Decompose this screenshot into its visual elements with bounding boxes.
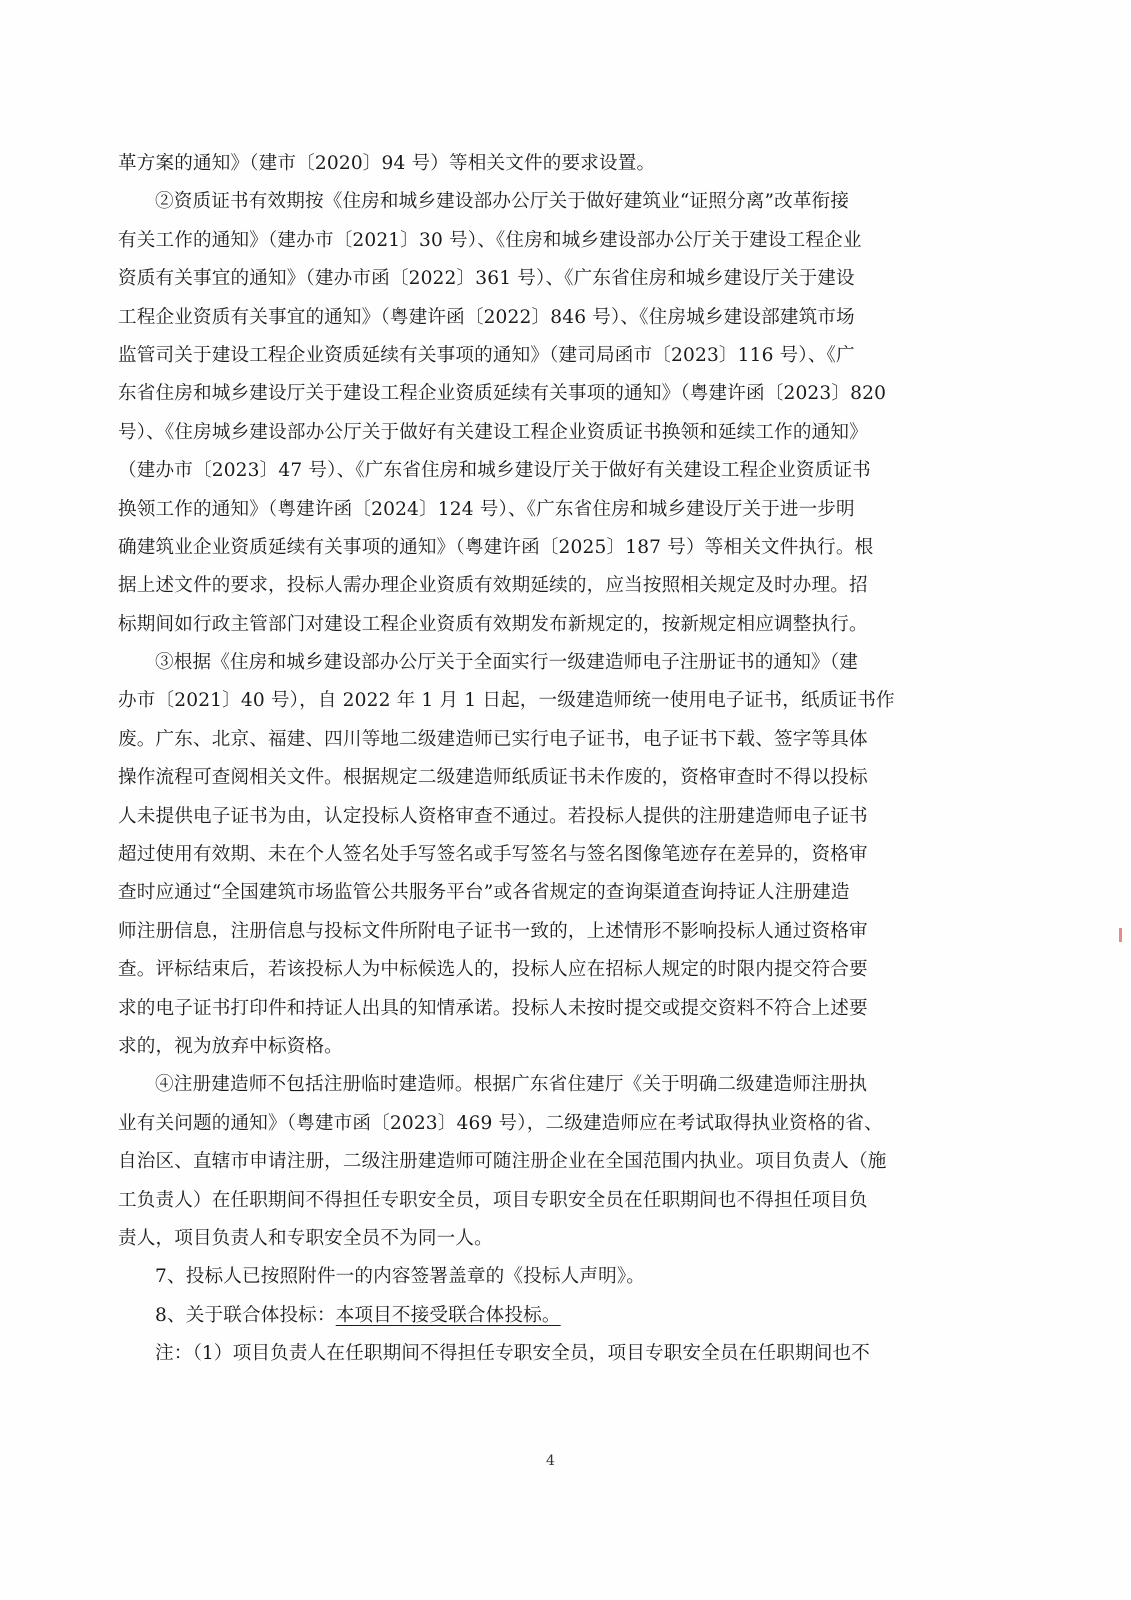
joint-bid-statement: 本项目不接受联合体投标。 [335, 1304, 561, 1326]
page-number: 4 [546, 1453, 555, 1469]
text-line: 注：（1）项目负责人在任职期间不得担任专职安全员，项目专职安全员在任职期间也不 [155, 1343, 870, 1365]
text-line: 工负责人）在任职期间不得担任专职安全员，项目专职安全员在任职期间也不得担任项目负 [118, 1189, 868, 1211]
text-line: 废。广东、北京、福建、四川等地二级建造师已实行电子证书，电子证书下载、签字等具体 [118, 728, 868, 750]
joint-bid-heading: 8、关于联合体投标： [155, 1304, 336, 1326]
text-line: 换领工作的通知》（粤建许函〔2024〕124 号）、《广东省住房和城乡建设厅关于进一步明 [118, 498, 855, 520]
text-line: （建办市〔2023〕47 号）、《广东省住房和城乡建设厅关于做好有关建设工程企业资质证书 [118, 460, 871, 482]
text-line: 资质有关事宜的通知》（建办市函〔2022〕361 号）、《广东省住房和城乡建设厅关于建设 [118, 268, 855, 290]
document-body [118, 145, 973, 1374]
text-line: 7、投标人已按照附件一的内容签署盖章的《投标人声明》。 [155, 1266, 646, 1288]
text-line: 求的，视为放弃中标资格。 [118, 1035, 343, 1057]
scan-artifact [1119, 928, 1122, 942]
text-line: 办市〔2021〕40 号），自 2022 年 1 月 1 日起，一级建造师统一使用电子证书，纸质证书作 [118, 690, 895, 712]
text-line: 查时应通过“全国建筑市场监管公共服务平台”或各省规定的查询渠道查询持证人注册建造 [118, 882, 850, 904]
text-line: ③根据《住房和城乡建设部办公厅关于全面实行一级建造师电子注册证书的通知》（建 [155, 652, 858, 674]
text-line: 操作流程可查阅相关文件。根据规定二级建造师纸质证书未作废的，资格审查时不得以投标 [118, 767, 868, 789]
text-line: 师注册信息，注册信息与投标文件所附电子证书一致的，上述情形不影响投标人通过资格审 [118, 920, 868, 942]
text-line: ②资质证书有效期按《住房和城乡建设部办公厅关于做好建筑业“证照分离”改革衔接 [155, 191, 850, 213]
text-line: 号）、《住房城乡建设部办公厅关于做好有关建设工程企业资质证书换领和延续工作的通知》 [118, 421, 868, 443]
text-line: 自治区、直辖市申请注册，二级注册建造师可随注册企业在全国范围内执业。项目负责人（施 [118, 1151, 887, 1173]
text-line: 查。评标结束后，若该投标人为中标候选人的，投标人应在招标人规定的时限内提交符合要 [118, 959, 868, 981]
text-line: 超过使用有效期、未在个人签名处手写签名或手写签名与签名图像笔迹存在差异的，资格审 [118, 844, 868, 866]
text-line: ④注册建造师不包括注册临时建造师。根据广东省住建厅《关于明确二级建造师注册执 [155, 1074, 868, 1096]
text-line: 责人，项目负责人和专职安全员不为同一人。 [118, 1227, 493, 1249]
text-line: 工程企业资质有关事宜的通知》（粤建许函〔2022〕846 号）、《住房城乡建设部建筑市场 [118, 306, 855, 328]
text-line: 据上述文件的要求，投标人需办理企业资质有效期延续的，应当按照相关规定及时办理。招 [118, 575, 868, 597]
text-line: 业有关问题的通知》（粤建市函〔2023〕469 号），二级建造师应在考试取得执业资格的省、 [118, 1112, 883, 1134]
text-line: 人未提供电子证书为由，认定投标人资格审查不通过。若投标人提供的注册建造师电子证书 [118, 805, 868, 827]
text-line: 求的电子证书打印件和持证人出具的知情承诺。投标人未按时提交或提交资料不符合上述要 [118, 997, 868, 1019]
text-line: 革方案的通知》（建市〔2020〕94 号）等相关文件的要求设置。 [118, 153, 656, 174]
text-line: 监管司关于建设工程企业资质延续有关事项的通知》（建司局函市〔2023〕116 号）、《广 [118, 344, 855, 366]
text-line: 有关工作的通知》（建办市〔2021〕30 号）、《住房和城乡建设部办公厅关于建设工程企业 [118, 229, 862, 251]
text-line: 确建筑业企业资质延续有关事项的通知》（粤建许函〔2025〕187 号）等相关文件执行。根 [118, 536, 874, 558]
text-line [118, 1297, 973, 1335]
text-line: 标期间如行政主管部门对建设工程企业资质有效期发布新规定的，按新规定相应调整执行。 [118, 613, 868, 635]
text-line: 东省住房和城乡建设厅关于建设工程企业资质延续有关事项的通知》（粤建许函〔2023〕820 [118, 383, 887, 405]
